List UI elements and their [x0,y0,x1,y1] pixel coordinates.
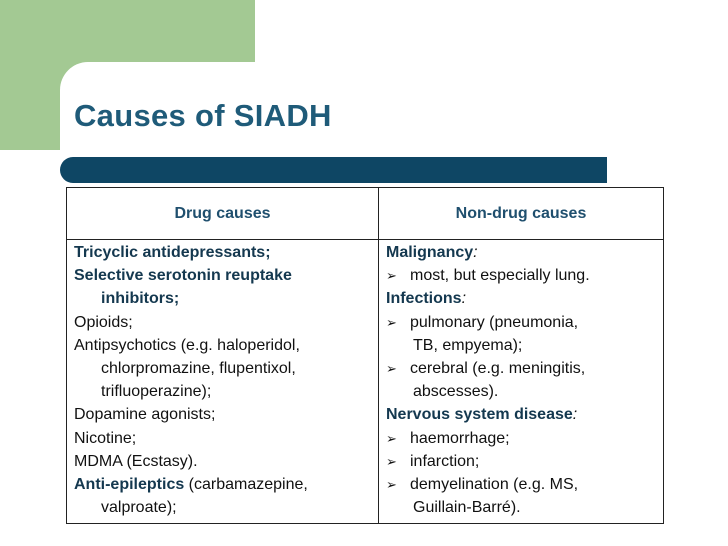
list-item-text: pulmonary (pneumonia, [410,313,579,331]
arrow-bullet-icon [386,427,410,450]
list-item [386,264,657,287]
list-item-text: demyelination (e.g. MS, [410,476,579,494]
arrow-bullet-icon [386,264,410,287]
list-item: Opioids; [74,313,133,331]
list-item [386,311,657,334]
arrow-bullet-icon [386,473,410,496]
table-row [67,240,664,524]
list-item [386,427,657,450]
category-heading [386,287,657,310]
header-drug-causes: Drug causes [67,188,379,240]
list-item: Selective serotonin reuptake [74,267,292,285]
drug-causes-cell [67,240,379,524]
list-item-text: cerebral (e.g. meningitis, [410,360,586,378]
antiepileptics-label: Anti-epileptics [74,476,185,494]
list-item [386,357,657,380]
list-item-text: haemorrhage; [410,429,510,447]
arrow-bullet-icon [386,450,410,473]
list-item-continuation: valproate); [101,499,177,517]
list-item-continuation: Guillain-Barré). [413,499,521,517]
non-drug-causes-cell [379,240,664,524]
list-item [386,473,657,496]
nervous-colon: : [572,406,578,424]
slide-title: Causes of SIADH [74,98,332,133]
malignancy-colon: : [473,244,478,261]
causes-table [66,187,664,524]
list-item-text: most, but especially lung. [410,267,590,285]
list-item-continuation: inhibitors; [101,290,180,308]
nervous-label: Nervous system disease [386,406,573,424]
list-item: Tricyclic antidepressants; [74,244,271,261]
list-item-continuation: chlorpromazine, flupentixol, [101,360,296,378]
arrow-bullet-icon [386,357,410,380]
list-item: Antipsychotics (e.g. haloperidol, [74,336,300,354]
category-heading [386,241,657,264]
list-item-continuation: abscesses). [413,383,499,401]
infections-colon: : [461,290,467,308]
list-item: MDMA (Ecstasy). [74,452,198,470]
list-item-continuation: trifluoperazine); [101,383,212,401]
table-header-row [67,188,664,240]
infections-label: Infections [386,290,462,308]
list-item-text: infarction; [410,452,480,470]
arrow-bullet-icon [386,311,410,334]
category-heading [386,403,657,426]
list-item: Nicotine; [74,429,137,447]
list-item [386,450,657,473]
list-item [74,473,372,496]
antiepileptics-detail: (carbamazepine, [184,476,308,494]
title-underline-bar [60,157,607,183]
list-item-continuation: TB, empyema); [413,336,523,354]
malignancy-label: Malignancy [386,244,474,261]
header-non-drug-causes: Non-drug causes [379,188,664,240]
list-item: Dopamine agonists; [74,406,216,424]
